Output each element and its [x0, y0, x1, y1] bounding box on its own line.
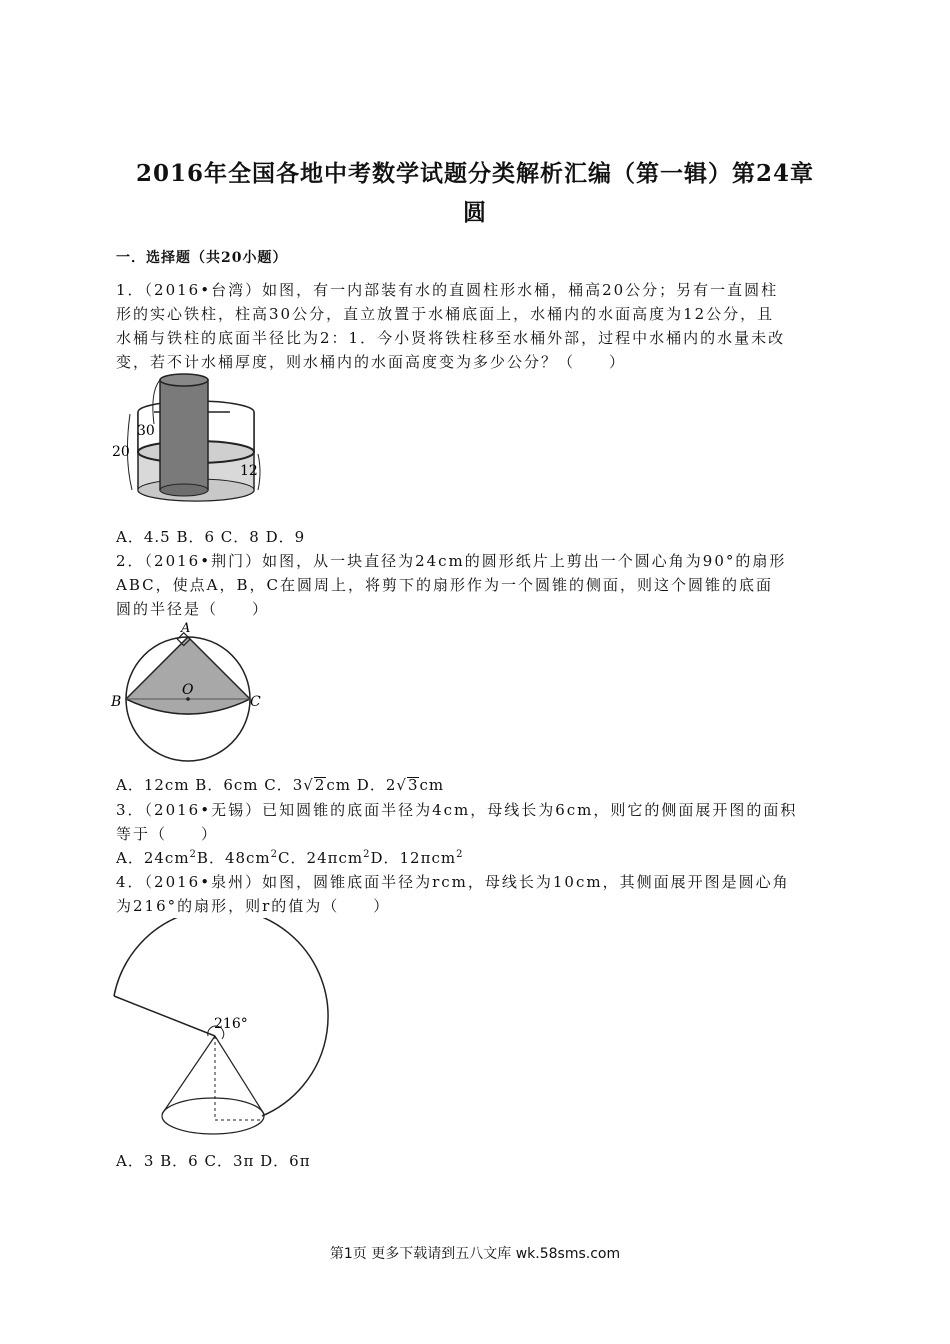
- q1-text-line: 形的实心铁柱，柱高30公分，直立放置于水桶底面上，水桶内的水面高度为12公分，且: [116, 305, 775, 323]
- q4-options: A．3 B．6 C．3π D．6π: [116, 1152, 311, 1170]
- q3-options: [116, 847, 463, 868]
- q1-text-line: 变，若不计水桶厚度，则水桶内的水面高度变为多少公分？（ ）: [116, 353, 627, 371]
- label-a: A: [181, 621, 191, 636]
- q2-text-line: 圆的半径是（ ）: [116, 600, 270, 618]
- q2-options-part: cm D．2: [326, 776, 397, 794]
- q3-option-c: C．24πcm: [278, 849, 364, 867]
- q3-option-b: B．48cm: [196, 849, 271, 867]
- cone-side-right: [215, 1036, 264, 1114]
- q3-option-a: A．24cm: [116, 849, 190, 867]
- q3-option-d: D．12πcm: [370, 849, 457, 867]
- page-footer: 第1页 更多下载请到五八文库 wk.58sms.com: [329, 1246, 621, 1262]
- label-b: B: [111, 694, 122, 710]
- q4-text-line: 4．（2016•泉州）如图，圆锥底面半径为rcm，母线长为10cm，其侧面展开图是圆心角: [116, 873, 790, 891]
- label-12: 12: [240, 463, 258, 479]
- label-30: 30: [137, 423, 155, 439]
- label-o: O: [182, 682, 194, 698]
- q2-options-part: cm: [419, 776, 445, 794]
- q2-text-line: ABC，使点A，B，C在圆周上，将剪下的扇形作为一个圆锥的侧面，则这个圆锥的底面: [116, 576, 773, 594]
- radicand: 2: [314, 776, 326, 794]
- q1-options: A．4.5 B．6 C．8 D．9: [116, 528, 306, 546]
- q2-text-line: 2．（2016•荆门）如图，从一块直径为24cm的圆形纸片上剪出一个圆心角为90°的扇形: [116, 552, 787, 570]
- q4-text-line: 为216°的扇形，则r的值为（ ）: [116, 897, 391, 915]
- q1-text-line: 水桶与铁柱的底面半径比为2：1．今小贤将铁柱移至水桶外部，过程中水桶内的水量未改: [116, 329, 786, 347]
- sqrt-icon: √: [303, 776, 314, 794]
- label-c: C: [250, 694, 261, 710]
- page-title-line-1: 2016年全国各地中考数学试题分类解析汇编（第一辑）第24章: [135, 160, 815, 187]
- q1-text-line: 1．（2016•台湾）如图，有一内部装有水的直圆柱形水桶，桶高20公分；另有一直圆柱: [116, 281, 779, 299]
- superscript: 2: [189, 849, 197, 860]
- section-heading: 一．选择题（共20小题）: [116, 250, 288, 266]
- q4-cone-sector-figure: [110, 918, 330, 1143]
- page-title-line-2: 圆: [463, 199, 487, 226]
- cone-side-left: [162, 1036, 215, 1114]
- radicand: 3: [407, 776, 419, 794]
- q2-options: [116, 774, 444, 795]
- sector-radius: [114, 996, 215, 1036]
- superscript: 2: [270, 849, 279, 860]
- q2-options-part: A．12cm B．6cm C．3: [116, 776, 304, 794]
- iron-column: [160, 380, 208, 490]
- superscript: 2: [363, 849, 371, 860]
- q3-text-line: 等于（ ）: [116, 825, 219, 843]
- q1-cylinder-figure: [110, 372, 270, 507]
- q3-text-line: 3．（2016•无锡）已知圆锥的底面半径为4cm，母线长为6cm，则它的侧面展开图的面积: [116, 801, 798, 819]
- sqrt-icon: √: [396, 776, 407, 794]
- q2-circle-sector-figure: [108, 619, 268, 762]
- cone-base: [162, 1098, 264, 1134]
- label-20: 20: [112, 444, 130, 460]
- angle-label: 216°: [214, 1016, 248, 1032]
- superscript: 2: [456, 849, 464, 860]
